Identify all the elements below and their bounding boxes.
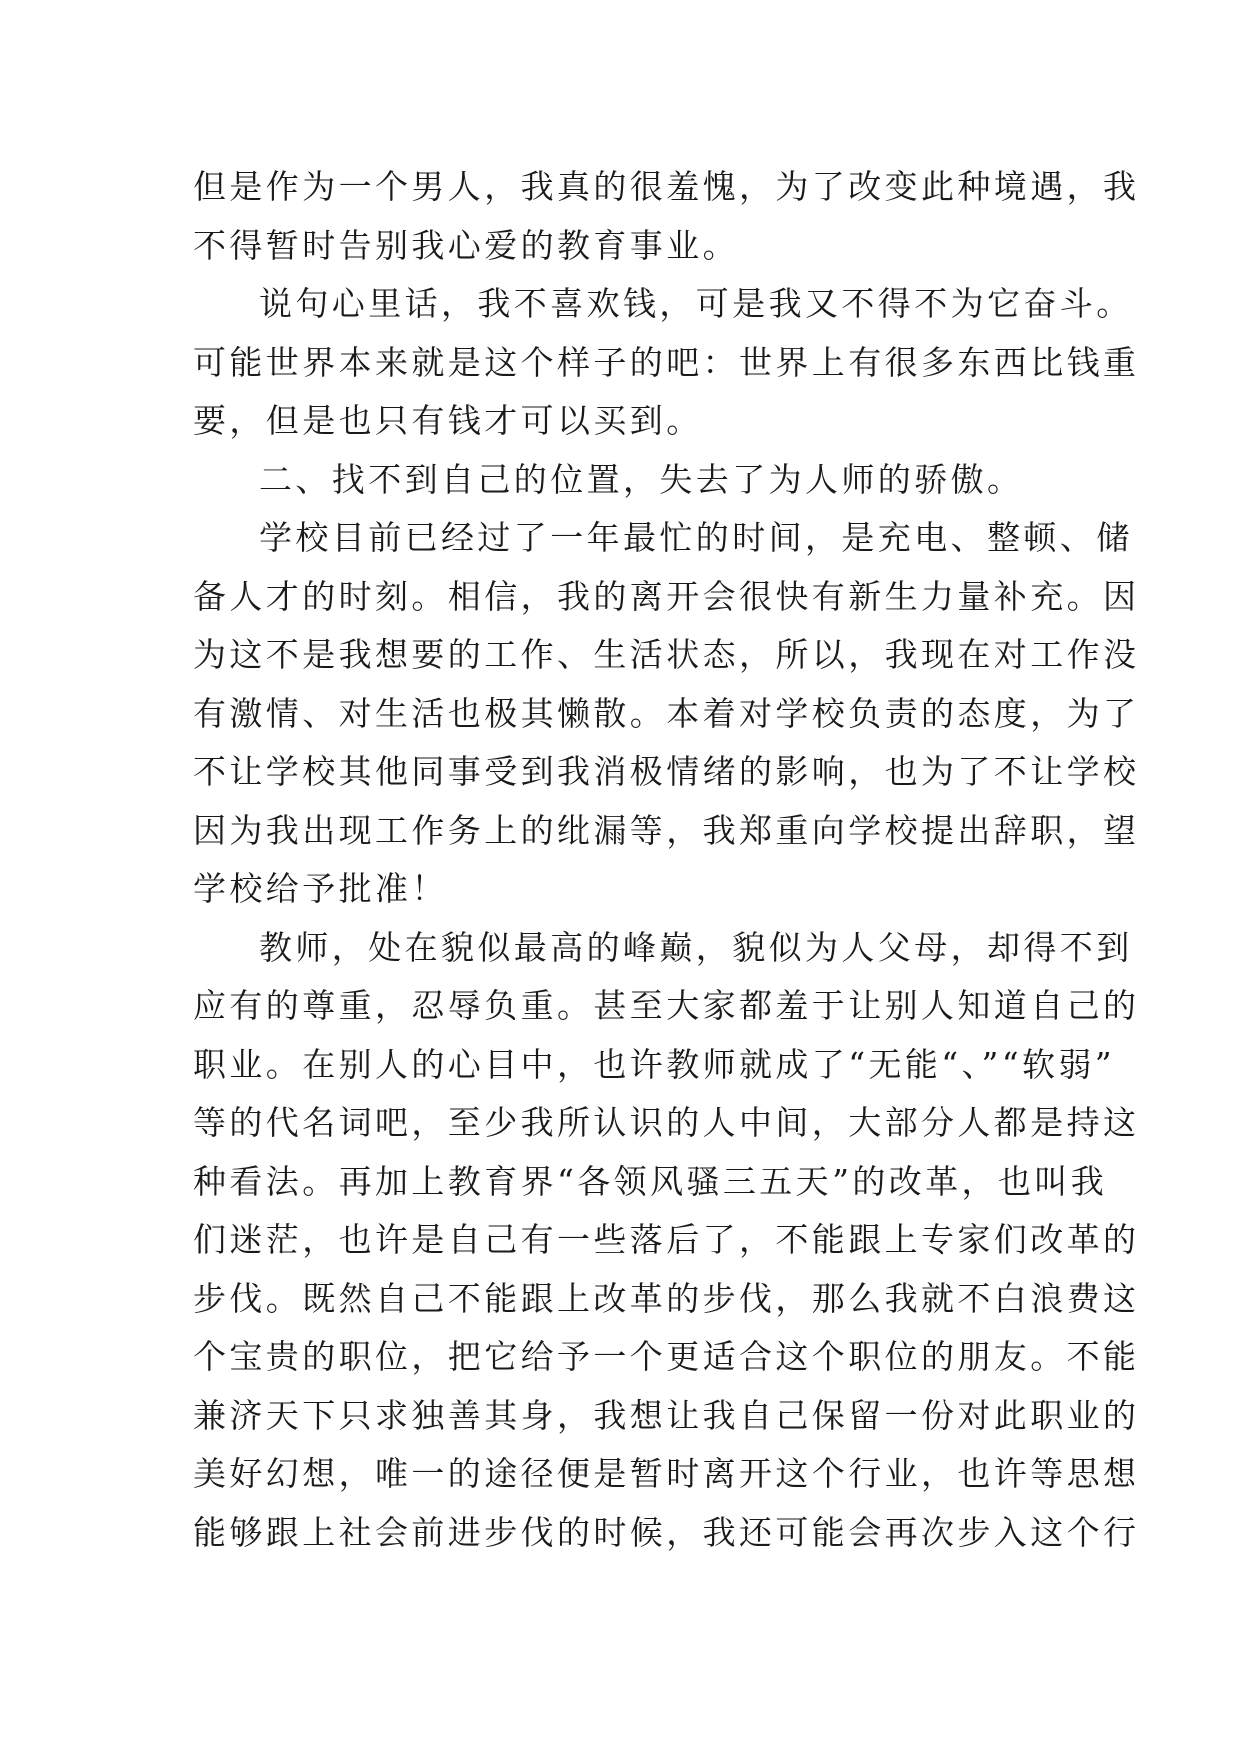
text-line: 备人才的时刻。相信，我的离开会很快有新生力量补充。因: [193, 576, 1140, 616]
text-line: 美好幻想，唯一的途径便是暂时离开这个行业，也许等思想: [193, 1454, 1140, 1493]
text-line: 应有的尊重，忍辱负重。甚至大家都羞于让别人知道自己的: [193, 986, 1140, 1025]
text-line: 但是作为一个男人，我真的很羞愧，为了改变此种境遇，我: [193, 167, 1140, 206]
text-line: 要，但是也只有钱才可以买到。: [193, 401, 703, 440]
text-line: 能够跟上社会前进步伐的时候，我还可能会再次步入这个行: [193, 1512, 1140, 1552]
text-line: 教师，处在貌似最高的峰巅，貌似为人父母，却得不到: [259, 927, 1133, 967]
text-line: 有激情、对生活也极其懒散。本着对学校负责的态度，为了: [193, 693, 1140, 733]
text-line: 不让学校其他同事受到我消极情绪的影响，也为了不让学校: [193, 752, 1140, 791]
section-heading: 二、找不到自己的位置，失去了为人师的骄傲。: [259, 459, 1024, 499]
text-line: 等的代名词吧，至少我所认识的人中间，大部分人都是持这: [193, 1103, 1140, 1142]
text-line: 为这不是我想要的工作、生活状态，所以，我现在对工作没: [193, 635, 1140, 674]
text-line: 种看法。再加上教育界“各领风骚三五天”的改革，也叫我: [193, 1161, 1108, 1201]
text-line: 步伐。既然自己不能跟上改革的步伐，那么我就不白浪费这: [193, 1278, 1140, 1318]
text-line: 不得暂时告别我心爱的教育事业。: [193, 225, 739, 265]
text-line: 兼济天下只求独善其身，我想让我自己保留一份对此职业的: [193, 1395, 1140, 1435]
text-line: 因为我出现工作务上的纰漏等，我郑重向学校提出辞职，望: [193, 810, 1140, 850]
text-line: 个宝贵的职位，把它给予一个更适合这个职位的朋友。不能: [193, 1337, 1140, 1376]
text-line: 说句心里话，我不喜欢钱，可是我又不得不为它奋斗。: [259, 284, 1133, 323]
text-line: 职业。在别人的心目中，也许教师就成了“无能“、”“软弱”: [193, 1044, 1116, 1084]
text-line: 学校目前已经过了一年最忙的时间，是充电、整顿、储: [259, 518, 1133, 557]
document-body: [193, 158, 1140, 1562]
text-line: 们迷茫，也许是自己有一些落后了，不能跟上专家们改革的: [193, 1220, 1140, 1259]
text-line: 学校给予批准！: [193, 869, 448, 908]
text-line: 可能世界本来就是这个样子的吧：世界上有很多东西比钱重: [193, 342, 1140, 382]
